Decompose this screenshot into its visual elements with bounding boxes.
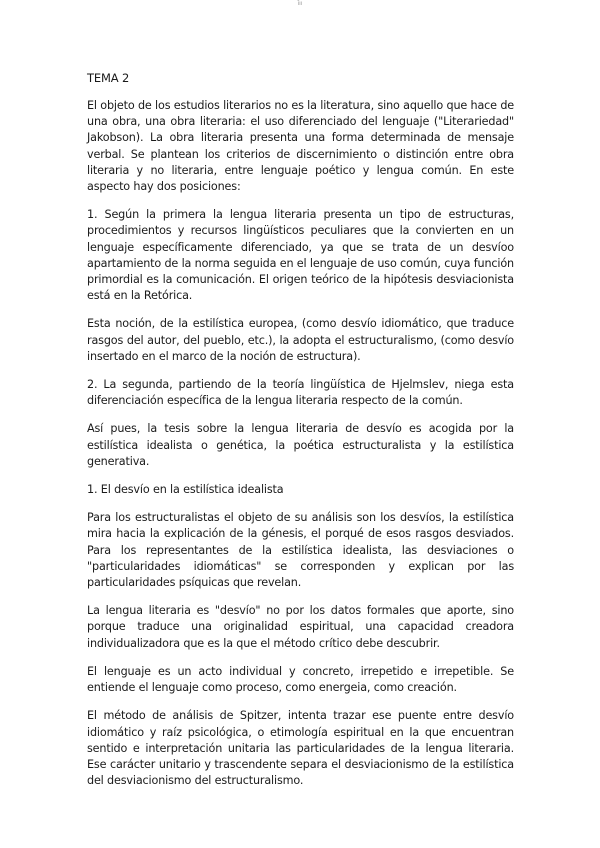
header-mark: ı̂ıı <box>297 0 303 7</box>
document-title: TEMA 2 <box>87 71 130 85</box>
paragraph-literary-language: La lengua literaria es "desvío" no por los datos formales que aporte, sino porque traduce una originalidad espiritual, una capacidad creadora individualizadora que es la que el método crítico debe descubrir. <box>87 604 514 650</box>
paragraph-european-stylistics: Esta noción, de la estilística europea, (como desvío idiomático, que traduce rasgos del autor, del pueblo, etc.), la adopta el estructuralismo, (como desvío insertado en el marco de la noción de estructura). <box>87 317 514 363</box>
paragraph-structuralists: Para los estructuralistas el objeto de su análisis son los desvíos, la estilística mira hacia la explicación de la génesis, el porqué de esos rasgos desviados. Para los representantes de la estilística idealista, las desviaciones o "particularidades idiomáticas" se corresponden y explican por las particularidades psíquicas que revelan. <box>87 511 514 590</box>
paragraph-second-position: 2. La segunda, partiendo de la teoría lingüística de Hjelmslev, niega esta diferenciación específica de la lengua literaria respecto de la común. <box>87 378 514 408</box>
paragraph-intro: El objeto de los estudios literarios no es la literatura, sino aquello que hace de una obra, una obra literaria: el uso diferenciado del lenguaje ("Literariedad" Jakobson). La obra literaria presenta una forma determinada de mensaje verbal. Se plantean los criterios de discernimiento o distinción entre obra literaria y no literaria, entre lenguaje poético y lengua común. En este aspecto hay dos posiciones: <box>87 99 514 194</box>
paragraph-language-act: El lenguaje es un acto individual y concreto, irrepetido e irrepetible. Se entiende el lenguaje como proceso, como energeia, como creación. <box>87 664 514 695</box>
paragraph-first-position: 1. Según la primera la lengua literaria presenta un tipo de estructuras, procedimientos y recursos lingüísticos peculiares que la convierten en un lenguaje específicamente diferenciado, ya que se trata de un desvíoo apartamiento de la norma seguida en el lenguaje de uso común, cuya función primordial es la comunicación. El origen teórico de la hipótesis desviacionista está en la Retórica. <box>87 208 514 303</box>
section-title: 1. El desvío en la estilística idealista <box>87 483 284 497</box>
paragraph-thesis: Así pues, la tesis sobre la lengua literaria de desvío es acogida por la estilística idealista o genética, la poética estructuralista y la estilística generativa. <box>87 422 514 468</box>
paragraph-spitzer-method: El método de análisis de Spitzer, intenta trazar ese puente entre desvío idiomático y raíz psicológica, o etimología espiritual en la que encuentran sentido e interpretación unitaria las particularidades de la lengua literaria. Ese carácter unitario y trascendente separa el desviacionismo de la estilística del desviacionismo del estructuralismo. <box>87 709 514 788</box>
document-body <box>87 70 514 801</box>
